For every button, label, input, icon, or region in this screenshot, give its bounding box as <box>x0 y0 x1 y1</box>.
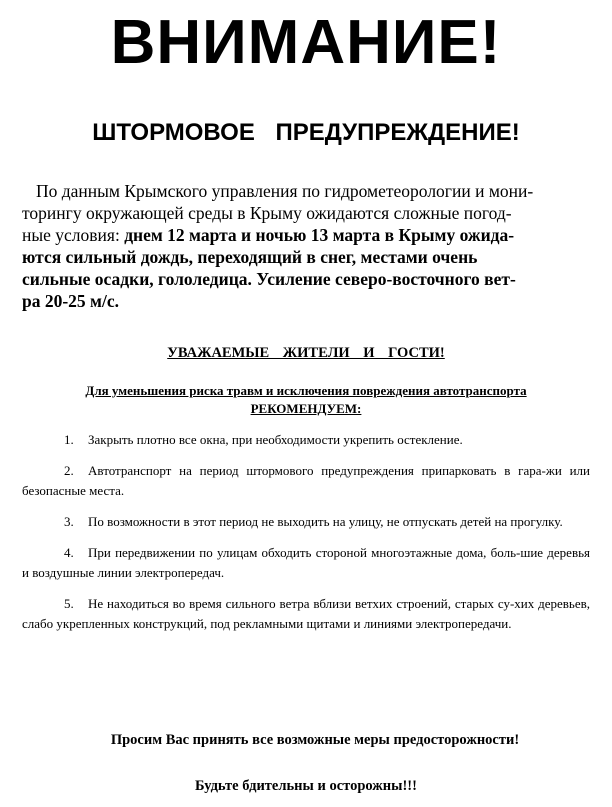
list-item <box>22 594 590 634</box>
intro-line: сильные осадки, гололедица. Усиление северо-восточного вет- <box>22 269 516 289</box>
list-item-text: По возможности в этот период не выходить на улицу, не отпускать детей на прогулку. <box>88 514 563 529</box>
list-item-text: Закрыть плотно все окна, при необходимости укрепить остекление. <box>88 432 463 447</box>
list-item-text: При передвижении по улицам обходить стороной многоэтажные дома, боль-шие деревья и воздушные линии электропередач. <box>22 545 590 580</box>
list-item-number: 4 . <box>22 543 88 563</box>
list-item-number: 5 . <box>22 594 88 614</box>
recommendation-heading <box>22 382 590 418</box>
list-item <box>22 543 590 583</box>
list-item <box>22 430 590 450</box>
intro-line-text: По данным Крымского управления по гидрометеорологии и мони- <box>36 181 534 201</box>
precaution-plea: Просим Вас принять все возможные меры предосторожности! <box>110 732 520 748</box>
list-item-number: 3 . <box>22 512 88 532</box>
intro-line: ра 20-25 м/с. <box>22 291 119 311</box>
list-item-text: Не находиться во время сильного ветра вблизи ветхих строений, старых су-хих деревьев, слабо укрепленных конструкций, под рекламными щитами и линиями электропередачи. <box>22 596 590 631</box>
list-item-number: 2 . <box>22 461 88 481</box>
closing-line: Будьте бдительны и осторожны!!! <box>195 778 417 794</box>
recommendation-intro: Для уменьшения риска травм и исключения повреждения автотранспорта <box>85 383 527 398</box>
intro-line <box>22 180 590 202</box>
intro-line-text: ные условия: <box>22 225 125 245</box>
list-item <box>22 461 590 501</box>
list-item-number: 1 . <box>22 430 88 450</box>
notice-subtitle: ШТОРМОВОЕ ПРЕДУПРЕЖДЕНИЕ! <box>92 119 520 146</box>
intro-line: ются сильный дождь, переходящий в снег, местами очень <box>22 247 478 267</box>
list-item-text: Автотранспорт на период штормового предупреждения припарковать в гара-жи или безопасные места. <box>22 463 590 498</box>
intro-paragraph <box>22 180 590 312</box>
intro-line <box>22 224 590 246</box>
list-item <box>22 512 590 532</box>
notice-title: ВНИМАНИЕ! <box>110 8 502 77</box>
appeal-heading: УВАЖАЕМЫЕ ЖИТЕЛИ И ГОСТИ! <box>167 345 445 361</box>
recommendation-list <box>22 430 590 645</box>
recommendation-label: РЕКОМЕНДУЕМ: <box>250 401 362 416</box>
intro-line-bold-text: днем 12 марта и ночью 13 марта в Крыму ожида- <box>124 225 515 245</box>
intro-line: торингу окружающей среды в Крыму ожидаются сложные погод- <box>22 203 512 223</box>
